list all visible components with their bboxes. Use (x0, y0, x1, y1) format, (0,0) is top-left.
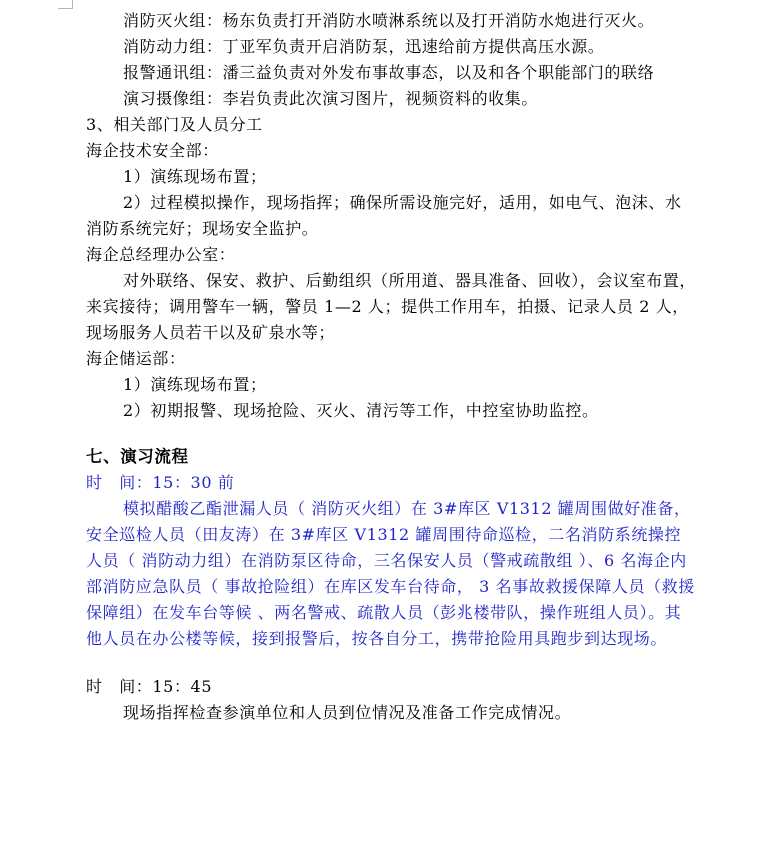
paragraph-section-3-title: 3、相关部门及人员分工 (86, 115, 263, 134)
paragraph-tech-safety-dept: 海企技术安全部： (86, 141, 219, 160)
time-label-1545: 时 间：15：45 (86, 677, 213, 696)
paragraph-1530-body: 模拟醋酸乙酯泄漏人员（ 消防灭火组）在 3#库区 V1312 罐周围做好准备，安全巡检人员（田友涛）在 3#库区 V1312 罐周围待命巡检，二名消防系统操控人员（ 消防动力组）在消防泵区待命，三名保安人员（警戒疏散组 ）、6 名海企内部消防应急队员（ 事故抢险组）在库区发车台待命， 3 名事故救援保障人员（救援保障组）在发车台等候 、两名警戒、疏散人员（彭兆楼带队，操作班组人员）。其他人员在办公楼等候，接到报警后，按各自分工，携带抢险用具跑步到达现场。 (86, 499, 695, 648)
paragraph-gm-office-duties: 对外联络、保安、救护、后勤组织（所用道、器具准备、回收），会议室布置，来宾接待；调用警车一辆，警员 1—2 人；提供工作用车，拍摄、记录人员 2 人，现场服务人员若干以及矿泉水等； (86, 271, 697, 342)
paragraph-fire-power-group: 消防动力组：丁亚军负责开启消防泵，迅速给前方提供高压水源。 (123, 37, 605, 56)
paragraph-tech-item-2: 2）过程模拟操作，现场指挥；确保所需设施完好，适用，如电气、泡沫、水消防系统完好；现场安全监护。 (86, 193, 682, 238)
paragraph-tech-item-1: 1）演练现场布置； (123, 167, 267, 186)
page-corner-mark (58, 0, 73, 9)
paragraph-1545-body: 现场指挥检查参演单位和人员到位情况及准备工作完成情况。 (123, 703, 572, 722)
top-paragraphs (86, 8, 696, 424)
section-heading-drill-process: 七、演习流程 (86, 447, 189, 466)
document-page (86, 8, 696, 726)
paragraph-storage-dept: 海企储运部： (86, 349, 186, 368)
paragraph-fire-extinguish-group: 消防灭火组：杨东负责打开消防水喷淋系统以及打开消防水炮进行灭火。 (123, 11, 655, 30)
paragraph-video-group: 演习摄像组：李岩负责此次演习图片，视频资料的收集。 (123, 89, 539, 108)
paragraph-gap (86, 652, 696, 674)
time-label-1530: 时 间：15：30 前 (86, 473, 235, 492)
paragraph-storage-item-2: 2）初期报警、现场抢险、灭火、清污等工作，中控室协助监控。 (123, 401, 599, 420)
paragraph-gm-office: 海企总经理办公室： (86, 245, 236, 264)
paragraph-alarm-comm-group: 报警通讯组：潘三益负责对外发布事故事态，以及和各个职能部门的联络 (123, 63, 655, 82)
paragraph-storage-item-1: 1）演练现场布置； (123, 375, 267, 394)
